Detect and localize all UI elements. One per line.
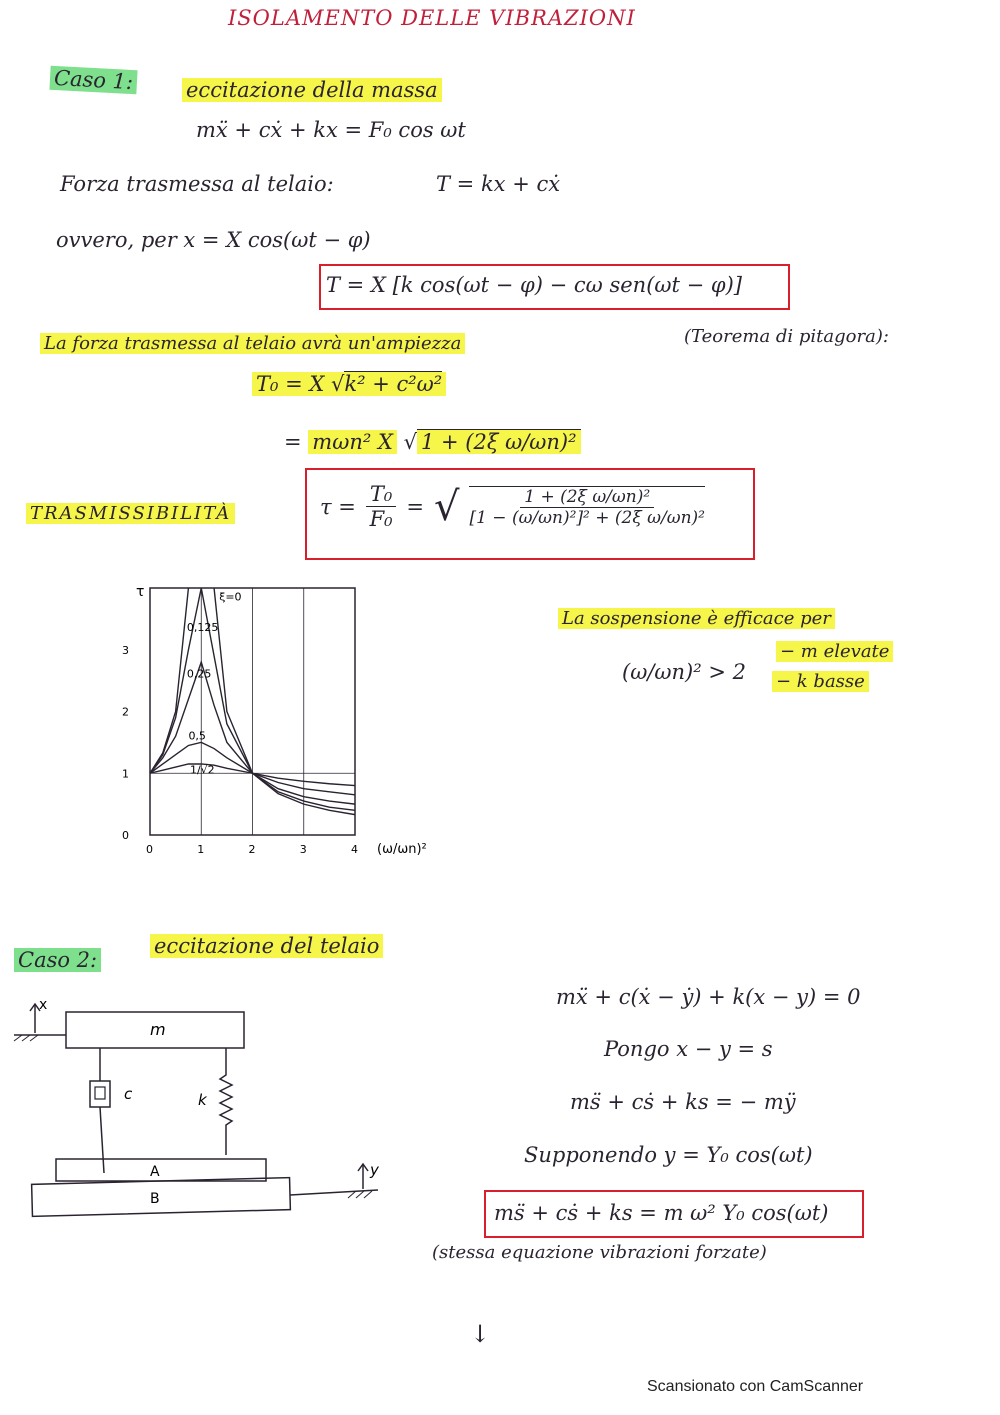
sospensione-text: La sospensione è efficace per bbox=[558, 608, 835, 629]
sqrt-icon: √ bbox=[433, 483, 460, 530]
chart-y-symbol: τ bbox=[136, 584, 145, 600]
trasmissibilita-label: TRASMISSIBILITÀ bbox=[26, 503, 235, 524]
sqrt-icon: √ bbox=[403, 430, 417, 454]
caso2-subtitle: eccitazione del telaio bbox=[150, 934, 383, 958]
caso1-boxed-eq: T = X [k cos(ωt − φ) − cω sen(ωt − φ)] bbox=[326, 273, 742, 297]
chart-curve-label: 1/√2 bbox=[189, 763, 215, 777]
tau-den: F₀ bbox=[369, 507, 393, 531]
caso2-supponendo: Supponendo y = Y₀ cos(ωt) bbox=[524, 1143, 813, 1167]
chart-curve-label: 0,5 bbox=[188, 729, 206, 743]
chart-series-line bbox=[214, 588, 355, 815]
t0-radicand: k² + c²ω² bbox=[344, 372, 443, 396]
chart-curve-label: ξ=0 bbox=[219, 590, 242, 604]
diagram-x-label: x bbox=[39, 997, 48, 1013]
chart-x-tick: 3 bbox=[299, 843, 307, 856]
ovvero-text: ovvero, per x = X cos(ωt − φ) bbox=[56, 228, 371, 252]
tau-lhs: τ = bbox=[320, 494, 356, 519]
chart-x-tick: 0 bbox=[146, 843, 153, 856]
chart-y-tick: 0 bbox=[122, 829, 129, 842]
diagram-a-label: A bbox=[150, 1164, 160, 1180]
caso2-pongo: Pongo x − y = s bbox=[604, 1037, 773, 1061]
caso2-eq1: mẍ + c(ẋ − ẏ) + k(x − y) = 0 bbox=[556, 985, 861, 1009]
sospensione-item2: − k basse bbox=[772, 671, 869, 692]
chart-ticks bbox=[122, 584, 427, 857]
down-arrow-icon: ↓ bbox=[470, 1320, 491, 1348]
chart-curve-label: 0,25 bbox=[186, 667, 212, 681]
diagram-y-label: y bbox=[370, 1161, 379, 1179]
page-title: ISOLAMENTO DELLE VIBRAZIONI bbox=[228, 6, 636, 30]
chart-curve-label: 0,125 bbox=[186, 621, 219, 635]
forza-label: Forza trasmessa al telaio: bbox=[60, 172, 334, 196]
tau-rad-num: 1 + (2ξ ω/ωn)² bbox=[520, 487, 654, 508]
damper-icon bbox=[90, 1081, 110, 1107]
caso1-eq-motion: mẍ + cẋ + kx = F₀ cos ωt bbox=[196, 118, 466, 142]
chart-x-tick: 1 bbox=[197, 843, 205, 856]
tau-fraction bbox=[366, 482, 396, 531]
sospensione-item1: − m elevate bbox=[776, 641, 893, 662]
chart-x-label: (ω/ωn)² bbox=[377, 842, 427, 857]
sqrt-icon: √ bbox=[331, 372, 345, 396]
chart-x-tick: 4 bbox=[351, 843, 358, 856]
t0-eq bbox=[252, 372, 446, 396]
block-b bbox=[32, 1178, 291, 1217]
ampiezza-text: La forza trasmessa al telaio avrà un'ampiezza bbox=[40, 333, 465, 354]
chart-y-tick: 2 bbox=[122, 705, 129, 719]
t0-second-a: mωn² X bbox=[308, 430, 397, 454]
tau-eq-sign: = bbox=[406, 494, 424, 519]
chart-y-tick: 1 bbox=[122, 767, 129, 781]
diagram-b-label: B bbox=[150, 1191, 160, 1207]
spring-icon bbox=[220, 1048, 232, 1155]
mass-spring-diagram bbox=[8, 995, 400, 1235]
t0-second bbox=[284, 430, 581, 454]
tau-rad-fraction bbox=[469, 486, 705, 528]
chart-y-tick: 3 bbox=[122, 643, 129, 657]
pitagora-text: (Teorema di pitagora): bbox=[684, 326, 889, 347]
sospensione-cond: (ω/ωn)² > 2 bbox=[622, 660, 746, 684]
t0-second-radicand: 1 + (2ξ ω/ωn)² bbox=[417, 429, 581, 454]
forza-eq: T = kx + cẋ bbox=[436, 172, 561, 196]
tau-num: T₀ bbox=[366, 482, 396, 507]
ground-line-bottom bbox=[290, 1190, 378, 1195]
caso1-subtitle: eccitazione della massa bbox=[182, 78, 442, 102]
caso1-label: Caso 1: bbox=[49, 66, 137, 95]
tau-rad-den: [1 − (ω/ωn)²]² + (2ξ ω/ωn)² bbox=[469, 507, 705, 528]
caso2-boxed-eq: ms̈ + cṡ + ks = m ω² Y₀ cos(ωt) bbox=[494, 1201, 829, 1225]
caso2-note: (stessa equazione vibrazioni forzate) bbox=[432, 1242, 767, 1263]
transmissibility-chart bbox=[100, 580, 460, 870]
caso2-eq2: ms̈ + cṡ + ks = − mÿ bbox=[570, 1090, 796, 1114]
tau-formula bbox=[320, 482, 705, 531]
chart-grid bbox=[150, 588, 355, 835]
t0-second-eq-sign: = bbox=[284, 430, 302, 454]
t0-lhs: T₀ = X bbox=[256, 372, 325, 396]
footer-camscanner: Scansionato con CamScanner bbox=[647, 1378, 864, 1395]
block-a bbox=[56, 1159, 266, 1181]
diagram-k-label: k bbox=[198, 1091, 207, 1109]
diagram-m-label: m bbox=[150, 1020, 166, 1039]
caso2-label: Caso 2: bbox=[14, 948, 101, 972]
chart-x-tick: 2 bbox=[248, 843, 256, 856]
diagram-c-label: c bbox=[124, 1085, 133, 1103]
